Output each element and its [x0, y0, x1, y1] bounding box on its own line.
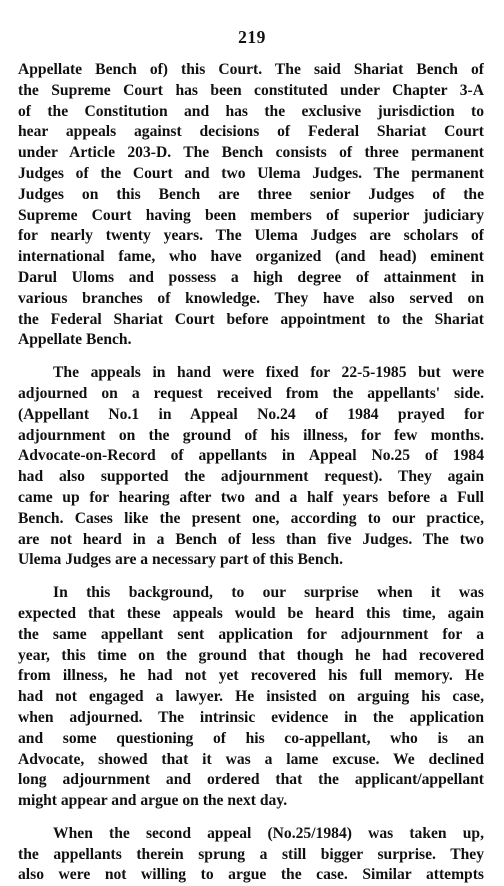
- page-number: 219: [238, 27, 266, 47]
- text-line: year, this time on the ground that though he had recovered: [18, 646, 484, 664]
- text-line: adjournment on the ground of his illness, for few months.: [18, 426, 484, 444]
- text-line: of the Constitution and has the exclusive jurisdiction to: [18, 102, 484, 120]
- text-line: under Article 203-D. The Bench consists of three permanent: [18, 144, 484, 162]
- text-line: when adjourned. The intrinsic evidence in the application: [18, 708, 484, 726]
- text-line: various branches of knowledge. They have also served on: [18, 289, 484, 307]
- text-line: international fame, who have organized (and head) eminent: [18, 248, 484, 266]
- paragraph-3: [18, 583, 484, 812]
- text-line: from illness, he had not yet recovered his full memory. He: [18, 667, 484, 685]
- text-line: also were not willing to argue the case. Similar attempts: [18, 866, 484, 884]
- text-line: In this background, to our surprise when it was: [53, 584, 484, 602]
- text-line: long adjournment and ordered that the applicant/appellant: [18, 771, 484, 789]
- text-line: Advocate-on-Record of appellants in Appeal No.25 of 1984: [18, 447, 484, 465]
- text-line: came up for hearing after two and a half years before a Full: [18, 488, 484, 506]
- body-text: [18, 60, 484, 886]
- paragraph-2: [18, 363, 484, 571]
- text-line: are not heard in a Bench of less than five Judges. The two: [18, 530, 484, 548]
- text-line: Supreme Court having been members of superior judiciary: [18, 206, 484, 224]
- text-line: Appellate Bench of) this Court. The said Shariat Bench of: [18, 61, 484, 78]
- text-line: Judges on this Bench are three senior Judges of the: [18, 185, 484, 203]
- text-line: Judges of the Court and two Ulema Judges. The permanent: [18, 164, 484, 182]
- text-line: the appellants therein sprung a still bigger surprise. They: [18, 845, 484, 863]
- text-line: had not engaged a lawyer. He insisted on arguing his case,: [18, 688, 484, 706]
- text-line: When the second appeal (No.25/1984) was taken up,: [53, 824, 484, 842]
- text-line: The appeals in hand were fixed for 22-5-1985 but were: [53, 364, 484, 382]
- text-line: the Federal Shariat Court before appointment to the Shariat: [18, 310, 484, 328]
- text-line: Darul Uloms and possess a high degree of attainment in: [18, 268, 484, 286]
- text-line: might appear and argue on the next day.: [18, 792, 288, 810]
- text-line: had also supported the adjournment request). They again: [18, 468, 484, 486]
- text-line: Advocate, showed that it was a lame excuse. We declined: [18, 750, 484, 768]
- paragraph-1: [18, 60, 484, 351]
- paragraph-4: [18, 824, 484, 886]
- text-line: the same appellant sent application for adjournment for a: [18, 625, 484, 643]
- text-line: Appellate Bench.: [18, 331, 132, 349]
- text-line: adjourned on a request received from the appellants' side.: [18, 384, 484, 402]
- text-line: for nearly twenty years. The Ulema Judges are scholars of: [18, 227, 484, 245]
- text-line: Ulema Judges are a necessary part of this Bench.: [18, 551, 343, 569]
- text-line: expected that these appeals would be heard this time, again: [18, 604, 484, 622]
- text-line: Bench. Cases like the present one, according to our practice,: [18, 509, 484, 527]
- text-line: hear appeals against decisions of Federal Shariat Court: [18, 123, 484, 141]
- text-line: the Supreme Court has been constituted under Chapter 3-A: [18, 81, 484, 99]
- text-line: and some questioning of his co-appellant, who is an: [18, 729, 484, 747]
- text-line: (Appellant No.1 in Appeal No.24 of 1984 prayed for: [18, 405, 484, 423]
